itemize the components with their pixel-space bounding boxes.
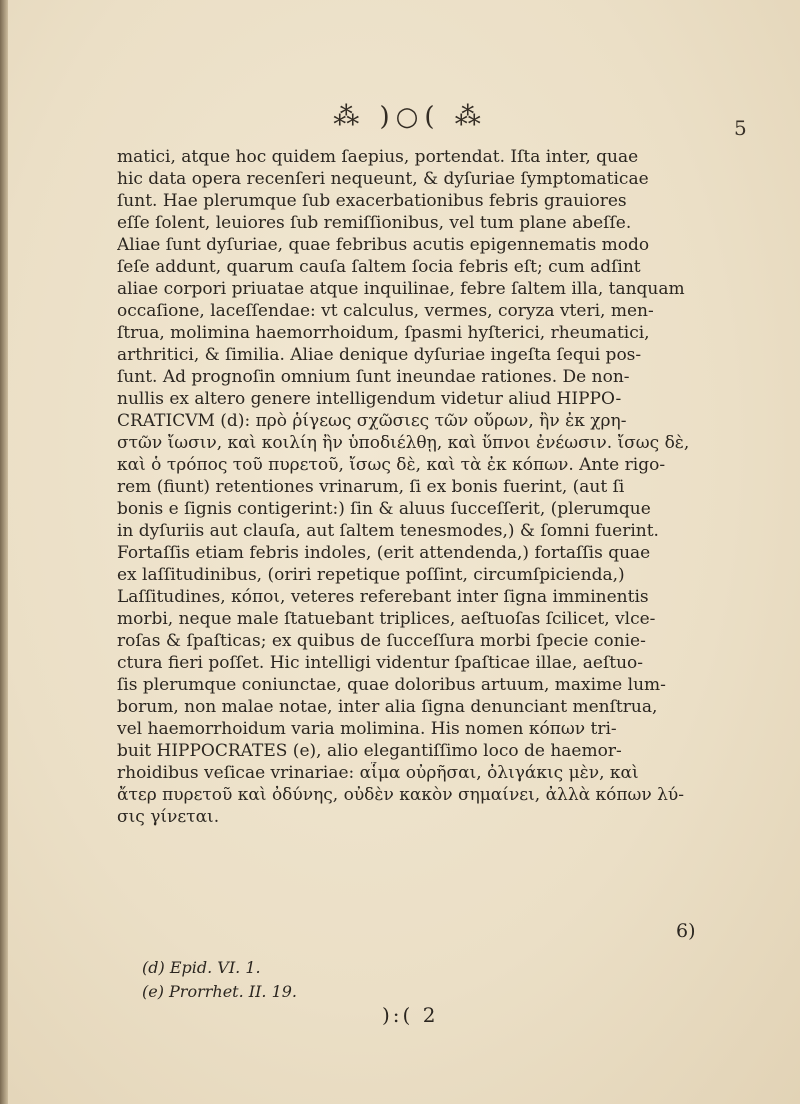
text-line: rem (fiunt) retentiones vrinarum, ſi ex bonis fuerint, (aut ſi	[117, 477, 625, 497]
text-line: roſas & ſpaſticas; ex quibus de ſucceſſura morbi ſpecie conie-	[117, 631, 646, 651]
text-line: vel haemorrhoidum varia molimina. His nomen κόπων tri-	[117, 719, 617, 739]
text-line: ſtrua, molimina haemorrhoidum, ſpasmi hyſterici, rheumatici,	[117, 323, 650, 343]
footnote: (d) Epid. VI. 1.	[142, 958, 261, 977]
binding-gutter	[0, 0, 8, 1104]
text-line: bonis e ſignis contigerint:) ſin & aluus ſucceſſerit, (plerumque	[117, 499, 651, 519]
text-line: buit HIPPOCRATES (e), alio elegantiſſimo loco de haemor-	[117, 741, 622, 761]
catchword: 6)	[676, 920, 696, 942]
text-line: CRATICVM (d): πρὸ ῥίγεως σχῶσιες τῶν οὔρων, ἢν ἐκ χρη-	[117, 411, 627, 431]
text-line: Aliae ſunt dyſuriae, quae febribus acutis epigennematis modo	[117, 235, 650, 255]
text-line: Fortaſſis etiam febris indoles, (erit attendenda,) fortaſſis quae	[117, 543, 651, 563]
body-text	[117, 146, 707, 828]
text-line: Laſſitudines, κόποι, veteres referebant inter ſigna imminentis	[117, 587, 649, 607]
text-line: ſis plerumque coniunctae, quae doloribus artuum, maxime lum-	[117, 675, 666, 695]
header-ornament: ⁂ )○( ⁂	[333, 102, 487, 132]
page-number: 5	[734, 116, 747, 140]
text-line: aliae corpori priuatae atque inquilinae, febre ſaltem illa, tanquam	[117, 279, 685, 299]
text-line: ἄτερ πυρετοῦ καὶ ὀδύνης, οὐδὲν κακὸν σημαίνει, ἀλλὰ κόπων λύ-	[117, 785, 684, 805]
text-line: ſunt. Hae plerumque ſub exacerbationibus febris grauiores	[117, 191, 627, 211]
text-line: ex laſſitudinibus, (oriri repetique poſſint, circumſpicienda,)	[117, 565, 625, 585]
text-line: matici, atque hoc quidem ſaepius, portendat. Iſta inter, quae	[117, 147, 639, 167]
text-line: morbi, neque male ſtatuebant triplices, aeſtuoſas ſcilicet, vlce-	[117, 609, 656, 629]
text-line: eſſe ſolent, leuiores ſub remiſſionibus, vel tum plane abeſſe.	[117, 213, 632, 233]
text-line: hic data opera recenſeri nequeunt, & dyſuriae ſymptomaticae	[117, 169, 649, 189]
footnote: (e) Prorrhet. II. 19.	[142, 982, 298, 1001]
text-line: arthritici, & ſimilia. Aliae denique dyſuriae ingeſta ſequi pos-	[117, 345, 642, 365]
text-line: ctura fieri poſſet. Hic intelligi videntur ſpaſticae illae, aeſtuo-	[117, 653, 644, 673]
text-line: rhoidibus veſicae vrinariae: αἷμα οὐρῆσαι, ὀλιγάκις μὲν, καὶ	[117, 763, 639, 783]
text-line: in dyſuriis aut clauſa, aut ſaltem tenesmodes,) & ſomni fuerint.	[117, 521, 659, 541]
text-line: σις γίνεται.	[117, 807, 220, 827]
text-line: στῶν ἴωσιν, καὶ κοιλίη ἢν ὑποδιέλθῃ, καὶ ὕπνοι ἐνέωσιν. ἴσως δὲ,	[117, 433, 690, 453]
text-line: ſunt. Ad prognoſin omnium ſunt ineundae rationes. De non-	[117, 367, 630, 387]
text-line: ſeſe addunt, quarum cauſa ſaltem ſocia febris eſt; cum adſint	[117, 257, 641, 277]
text-line: nullis ex altero genere intelligendum videtur aliud HIPPO-	[117, 389, 622, 409]
signature-mark: ):( 2	[382, 1003, 439, 1027]
text-line: occaſione, laceſſendae: vt calculus, vermes, coryza vteri, men-	[117, 301, 654, 321]
footnotes	[142, 956, 642, 1004]
text-line: borum, non malae notae, inter alia ſigna denunciant menſtrua,	[117, 697, 658, 717]
text-line: καὶ ὁ τρόπος τοῦ πυρετοῦ, ἴσως δὲ, καὶ τὰ ἐκ κόπων. Ante rigo-	[117, 455, 666, 475]
